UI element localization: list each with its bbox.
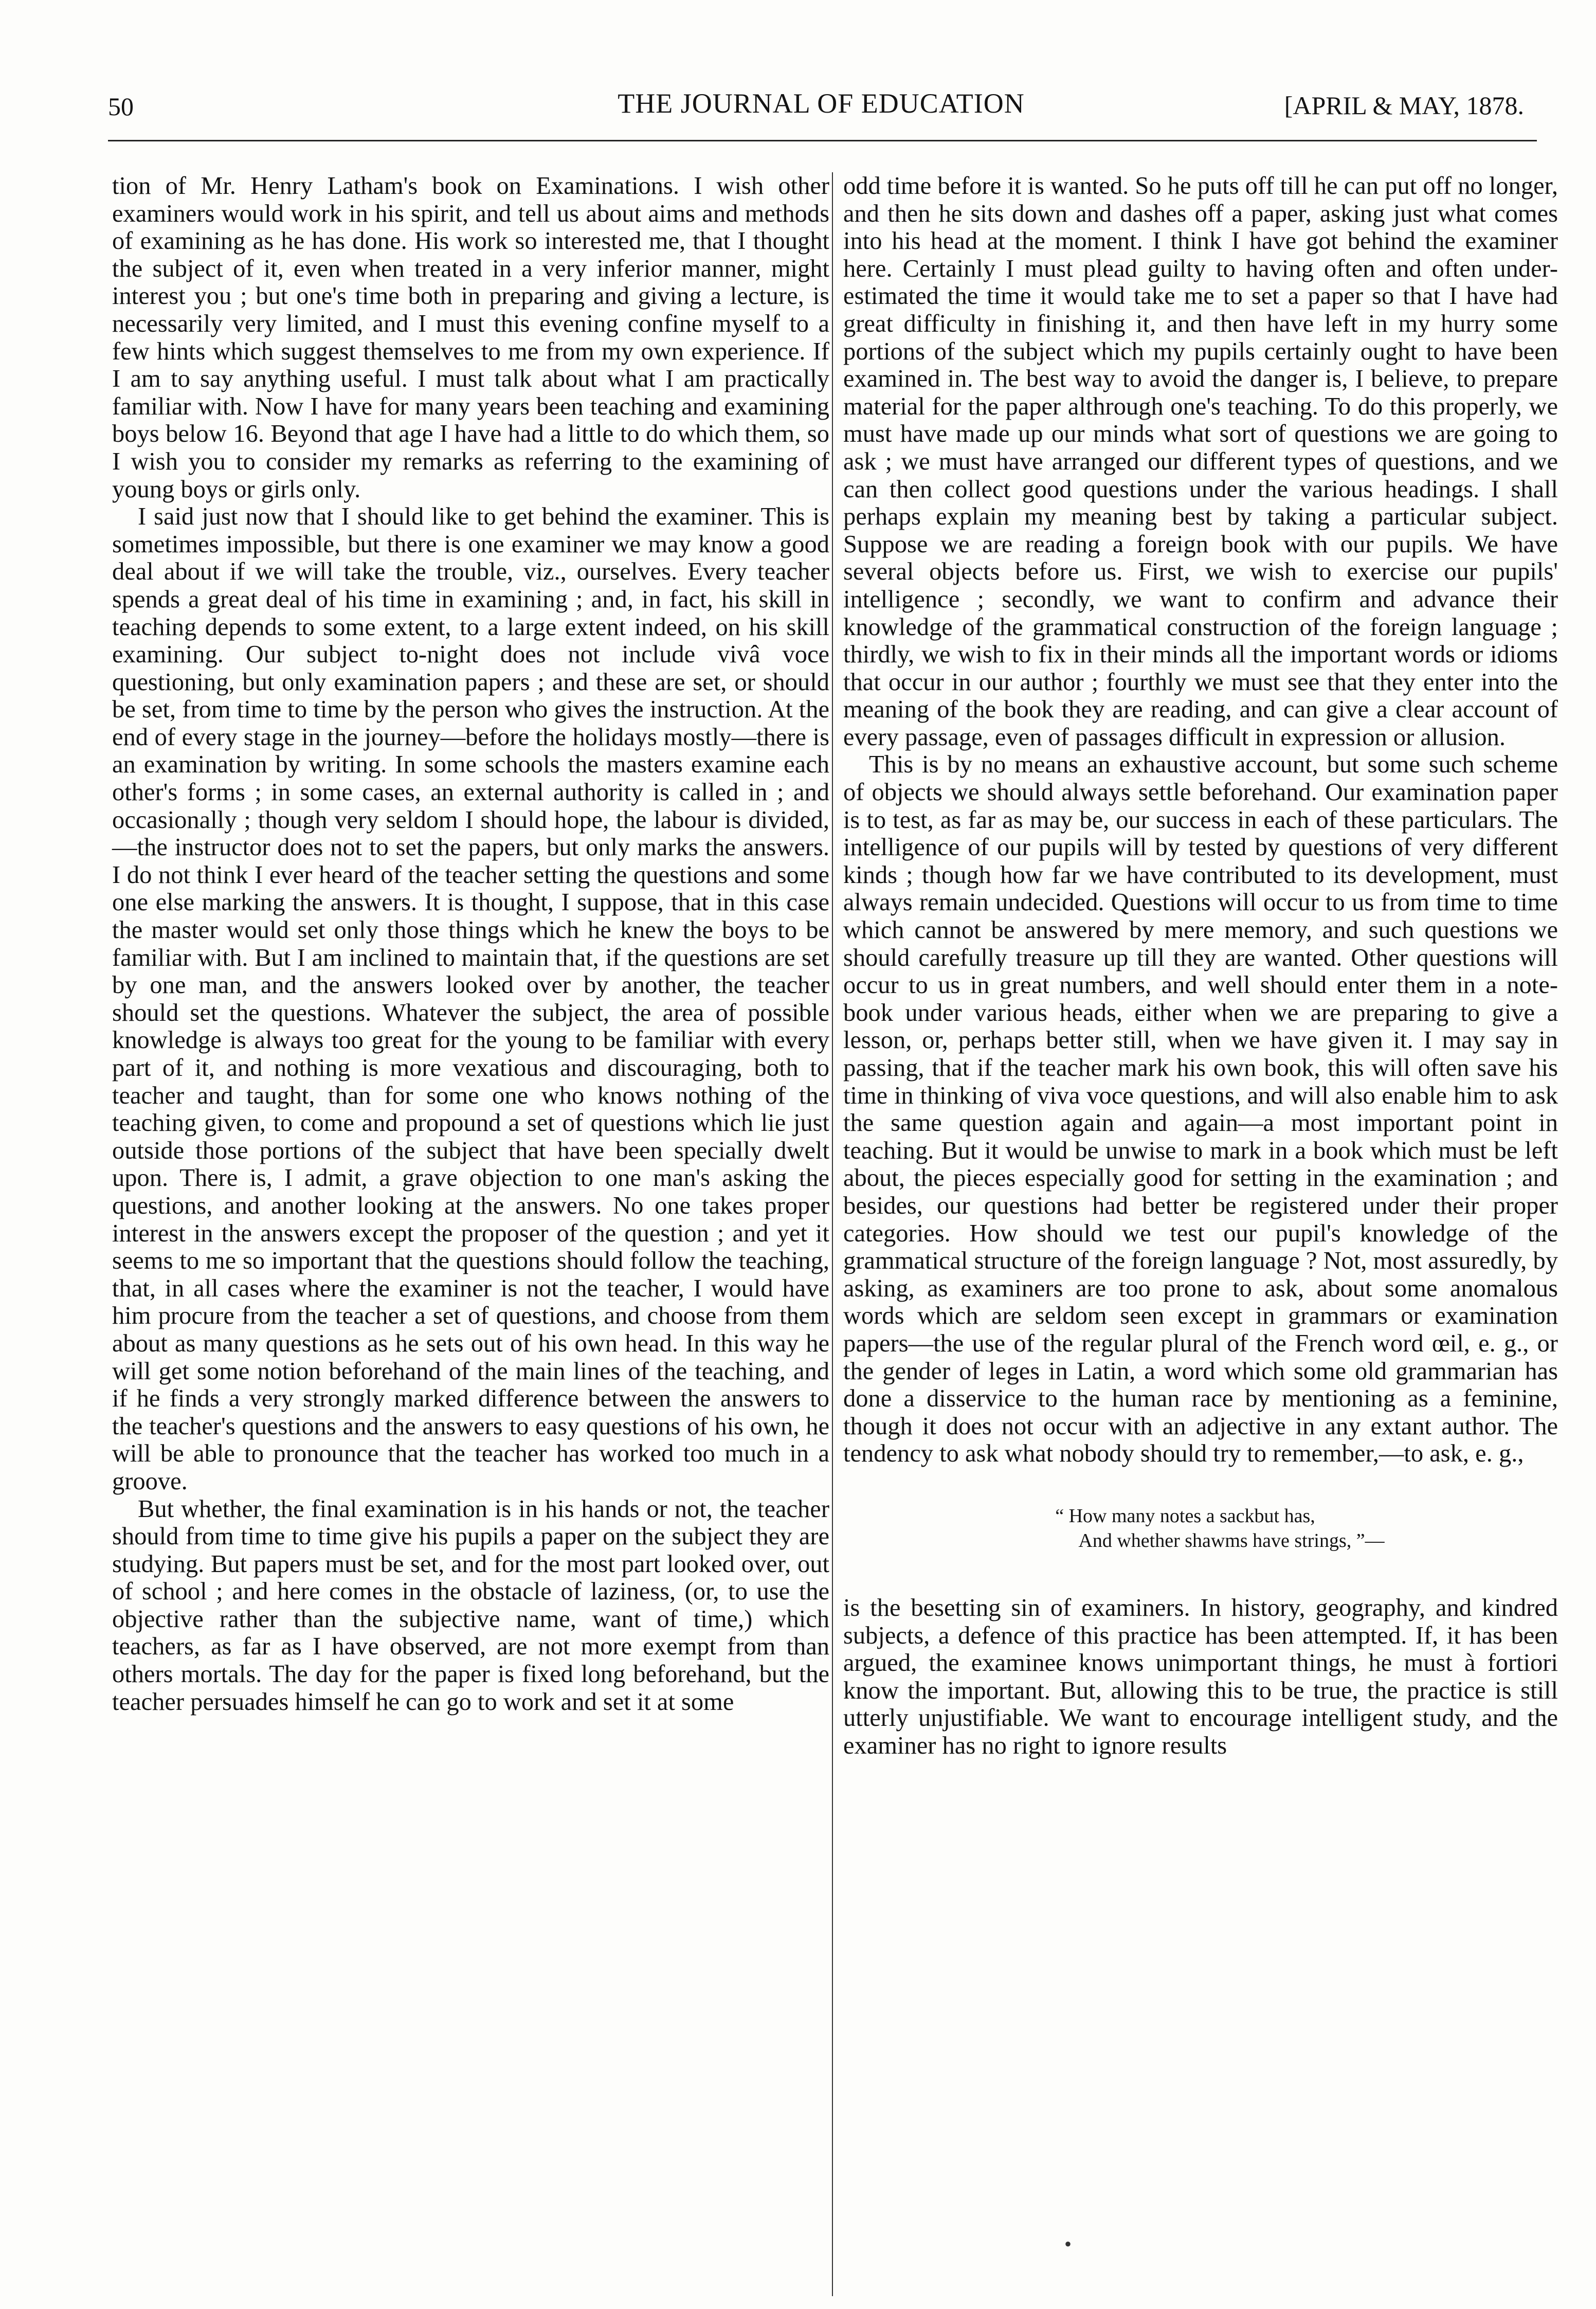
quote-line: And whether shawms have strings, ”— bbox=[1078, 1529, 1385, 1552]
verse-quotation bbox=[843, 1504, 1558, 1553]
left-column bbox=[112, 172, 829, 1716]
paragraph: odd time before it is wanted. So he puts off till he can put off no longer, and then he sits down and dashes off a paper, asking just what comes into his head at the moment. I think I have got behind the examiner here. Certainly I must plead guilty to having often and often under-estimated the time it would take me to set a paper so that I have had great difficulty in finishing it, and then have left in my hurry some portions of the subject which my pupils certainly ought to have been examined in. The best way to avoid the danger is, I believe, to prepare material for the paper althrough one's teaching. To do this properly, we must have made up our minds what sort of questions we are going to ask ; we must have arranged our different types of questions, and we can then collect good questions under the various headings. I shall perhaps explain my meaning best by taking a particular subject. Suppose we are reading a foreign book with our pupils. We have several objects before us. First, we wish to exercise our pupils' intelligence ; secondly, we want to confirm and advance their knowledge of the grammatical construction of the foreign language ; thirdly, we wish to fix in their minds all the important words or idioms that occur in our author ; fourthly we must see that they enter into the meaning of the book they are reading, and can give a clear account of every passage, even of passages difficult in expression or allusion. bbox=[843, 172, 1558, 751]
footer-mark: • bbox=[1064, 2232, 1072, 2256]
paragraph: tion of Mr. Henry Latham's book on Examinations. I wish other examiners would work in his spirit, and tell us about aims and methods of examining as he has done. His work so interested me, that I thought the subject of it, even when treated in a very inferior manner, might interest you ; but one's time both in preparing and giving a lecture, is necessarily very limited, and I must this evening confine myself to a few hints which suggest themselves to me from my own experience. If I am to say anything useful. I must talk about what I am practically familiar with. Now I have for many years been teaching and examining boys below 16. Beyond that age I have had a little to do which them, so I wish you to consider my remarks as referring to the examining of young boys or girls only. bbox=[112, 172, 829, 503]
header-rule bbox=[108, 140, 1537, 141]
running-header bbox=[108, 87, 1534, 129]
paragraph: This is by no means an exhaustive account, but some such scheme of objects we should always settle beforehand. Our examination paper is to test, as far as may be, our success in each of these particulars. The intelligence of our pupils will by tested by questions of very different kinds ; though how far we have contributed to its development, must always remain undecided. Questions will occur to us from time to time which cannot be answered by mere memory, and such questions we should carefully treasure up till they are wanted. Other questions will occur to us in great numbers, and well should enter them in a note-book under various heads, either when we are preparing to give a lesson, or, perhaps better still, when we have given it. I may say in passing, that if the teacher mark his own book, this will often save his time in thinking of viva voce questions, and will also enable him to ask the same question again and again—a most important point in teaching. But it would be unwise to mark in a book which must be left about, the pieces especially good for setting in the examination ; and besides, our questions had better be registered under their proper categories. How should we test our pupil's knowledge of the grammatical structure of the foreign language ? Not, most assuredly, by asking, as examiners are too prone to ask, about some anomalous words which are seldom seen except in grammars or examination papers—the use of the regular plural of the French word œil, e. g., or the gender of leges in Latin, a word which some old grammarian has done a disservice to the human race by mentioning as a feminine, though it does not occur with an adjective in any extant author. The tendency to ask what nobody should try to remember,—to ask, e. g., bbox=[843, 751, 1558, 1468]
right-column bbox=[843, 172, 1558, 1759]
column-divider bbox=[832, 172, 833, 2296]
journal-title: THE JOURNAL OF EDUCATION bbox=[618, 88, 1025, 119]
issue-date: [APRIL & MAY, 1878. bbox=[1284, 91, 1524, 120]
paragraph: But whether, the final examination is in his hands or not, the teacher should from time to time give his pupils a paper on the subject they are studying. But papers must be set, and for the most part looked over, out of school ; and here comes in the obstacle of laziness, (or, to use the objective rather than the subjective name, want of time,) which teachers, as far as I have observed, are not more exempt from than others mortals. The day for the paper is fixed long beforehand, but the teacher persuades himself he can go to work and set it at some bbox=[112, 1495, 829, 1716]
page-number: 50 bbox=[108, 92, 134, 121]
paragraph: is the besetting sin of examiners. In history, geography, and kindred subjects, a defence of this practice has been attempted. If, it has been argued, the examinee knows unimportant things, he must à fortiori know the important. But, allowing this to be true, the practice is still utterly unjustifiable. We want to encourage intelligent study, and the examiner has no right to ignore results bbox=[843, 1594, 1558, 1759]
paragraph: I said just now that I should like to get behind the examiner. This is sometimes impossible, but there is one examiner we may know a good deal about if we will take the trouble, viz., ourselves. Every teacher spends a great deal of his time in examining ; and, in fact, his skill in teaching depends to some extent, to a large extent indeed, on his skill examining. Our subject to-night does not include vivâ voce questioning, but only examination papers ; and these are set, or should be set, from time to time by the person who gives the instruction. At the end of every stage in the journey—before the holidays mostly—there is an examination by writing. In some schools the masters examine each other's forms ; in some cases, an external authority is called in ; and occasionally ; though very seldom I should hope, the labour is divided,—the instructor does not to set the papers, but only marks the answers. I do not think I ever heard of the teacher setting the questions and some one else marking the answers. It is thought, I suppose, that in this case the master would set only those things which he knew the boys to be familiar with. But I am inclined to maintain that, if the questions are set by one man, and the answers looked over by another, the teacher should set the questions. Whatever the subject, the area of possible knowledge is always too great for the young to be familiar with every part of it, and nothing is more vexatious and discouraging, both to teacher and taught, than for some one who knows nothing of the teaching given, to come and propound a set of questions which lie just outside those portions of the subject that have been specially dwelt upon. There is, I admit, a grave objection to one man's asking the questions, and another looking at the answers. No one takes proper interest in the answers except the proposer of the question ; and yet it seems to me so important that the questions should follow the teaching, that, in all cases where the examiner is not the teacher, I would have him procure from the teacher a set of questions, and choose from them about as many questions as he sets out of his own head. In this way he will get some notion beforehand of the main lines of the teaching, and if he finds a very strongly marked difference between the answers to the teacher's questions and the answers to easy questions of his own, he will be able to pronounce that the teacher has worked too much in a groove. bbox=[112, 503, 829, 1495]
quote-line: “ How many notes a sackbut has, bbox=[1055, 1505, 1315, 1527]
